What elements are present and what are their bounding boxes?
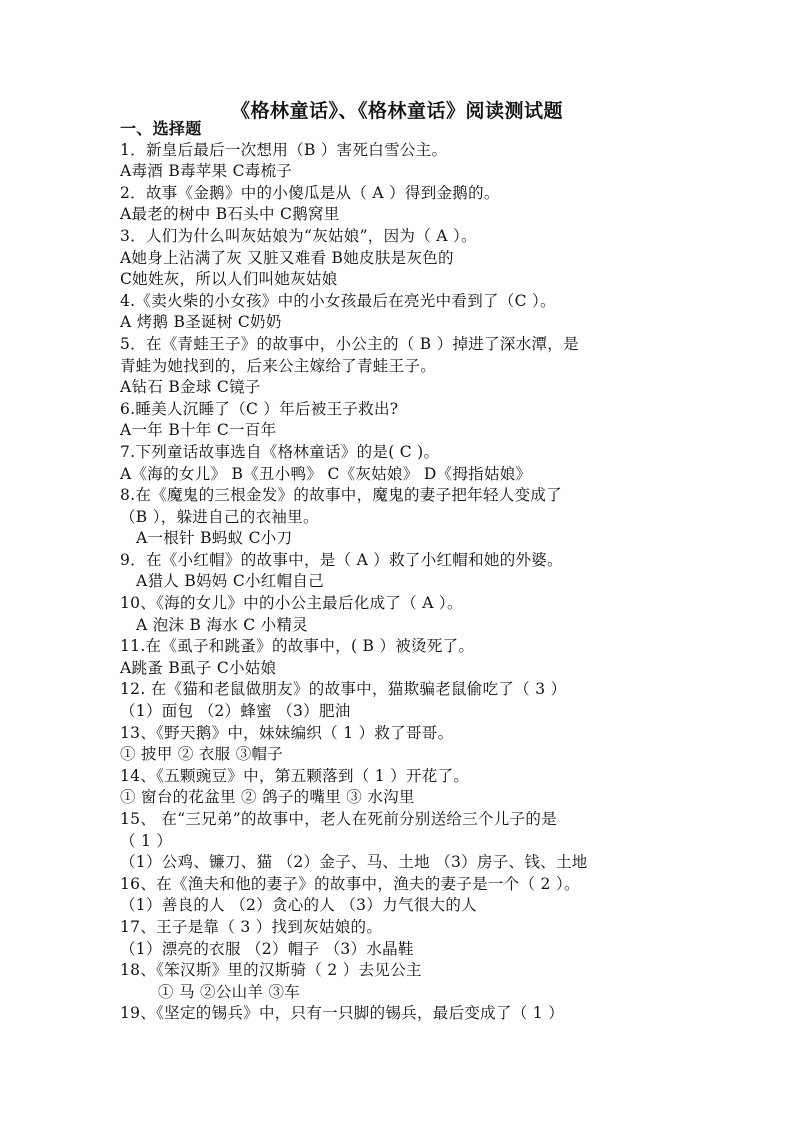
options-5: A钻石 B金球 C镜子	[120, 378, 261, 397]
question-10: 10、《海的女儿》中的小公主最后化成了（ A ）。	[120, 594, 463, 613]
question-18: 18、《笨汉斯》里的汉斯骑（ 2 ）去见公主	[120, 961, 422, 980]
question-5a: 5．在《青蛙王子》的故事中，小公主的（ B ）掉进了深水潭，是	[120, 334, 579, 353]
options-14: ① 窗台的花盆里 ② 鸽子的嘴里 ③ 水沟里	[120, 788, 415, 807]
question-2: 2．故事《金鹅》中的小傻瓜是从（ A ）得到金鹅的。	[120, 183, 500, 202]
options-10: A 泡沫 B 海水 C 小精灵	[136, 615, 309, 634]
options-4: A 烤鹅 B圣诞树 C奶奶	[120, 313, 282, 332]
options-13: ① 披甲 ② 衣服 ③帽子	[120, 745, 284, 764]
question-13: 13、《野天鹅》中，妹妹编织（ 1 ）救了哥哥。	[120, 723, 454, 742]
options-17: （1）漂亮的衣服 （2）帽子 （3）水晶鞋	[120, 939, 414, 958]
options-7: A《海的女儿》 B《丑小鸭》 C《灰姑娘》 D《拇指姑娘》	[120, 464, 532, 483]
options-2: A最老的树中 B石头中 C鹅窝里	[120, 205, 340, 224]
question-11: 11.在《虱子和跳蚤》的故事中，( B ）被烫死了。	[120, 637, 475, 656]
options-9: A猎人 B妈妈 C小红帽自己	[136, 572, 324, 591]
options-6: A一年 B十年 C一百年	[120, 421, 277, 440]
question-15a: 15、 在“三兄弟”的故事中，老人在死前分别送给三个儿子的是	[120, 810, 557, 828]
options-3a: A她身上沾满了灰 又脏又难看 B她皮肤是灰色的	[120, 248, 454, 267]
question-3: 3．人们为什么叫灰姑娘为“灰姑娘”，因为（ A ）。	[120, 226, 477, 245]
document-title: 《格林童话》、《格林童话》阅读测试题	[230, 100, 563, 122]
options-1: A毒酒 B毒苹果 C毒梳子	[120, 162, 293, 181]
question-5b: 青蛙为她找到的，后来公主嫁给了青蛙王子。	[120, 356, 437, 375]
question-7: 7.下列童话故事选自《格林童话》的是( C )。	[120, 442, 440, 461]
options-18: ① 马 ②公山羊 ③车	[158, 982, 301, 1001]
options-12: （1）面包 （2）蜂蜜 （3）肥油	[120, 702, 351, 721]
question-1: 1．新皇后最后一次想用（B ）害死白雪公主。	[120, 140, 448, 159]
question-8b: （B ），躲进自己的衣袖里。	[120, 507, 319, 526]
question-12: 12. 在《猫和老鼠做朋友》的故事中，猫欺骗老鼠偷吃了（ 3 ）	[120, 680, 567, 699]
options-15: （1）公鸡、镰刀、猫 （2）金子、马、土地 （3）房子、钱、土地	[120, 853, 588, 872]
options-3b: C她姓灰，所以人们叫她灰姑娘	[120, 270, 338, 289]
options-11: A跳蚤 B虱子 C小姑娘	[120, 658, 277, 677]
question-9: 9．在《小红帽》的故事中，是（ A ）救了小红帽和她的外婆。	[120, 550, 563, 569]
section-heading: 一、选择题	[120, 119, 202, 138]
options-16: （1）善良的人 （2）贪心的人 （3）力气很大的人	[120, 896, 477, 915]
question-15b: （ 1 ）	[120, 831, 173, 850]
question-8a: 8.在《魔鬼的三根金发》的故事中，魔鬼的妻子把年轻人变成了	[120, 486, 562, 505]
options-8: A一根针 B蚂蚁 C小刀	[136, 529, 293, 548]
question-19: 19、《坚定的锡兵》中，只有一只脚的锡兵，最后变成了（ 1 ）	[120, 1004, 564, 1023]
question-14: 14、《五颗豌豆》中，第五颗落到（ 1 ）开花了。	[120, 766, 470, 785]
question-16: 16、在《渔夫和他的妻子》的故事中，渔夫的妻子是一个（ 2 ）。	[120, 874, 580, 893]
question-4: 4.《卖火柴的小女孩》中的小女孩最后在亮光中看到了（C ）。	[120, 291, 556, 310]
question-list	[120, 118, 680, 1025]
question-6: 6.睡美人沉睡了（C ）年后被王子救出?	[120, 399, 399, 418]
question-17: 17、王子是靠（ 3 ）找到灰姑娘的。	[120, 917, 383, 936]
